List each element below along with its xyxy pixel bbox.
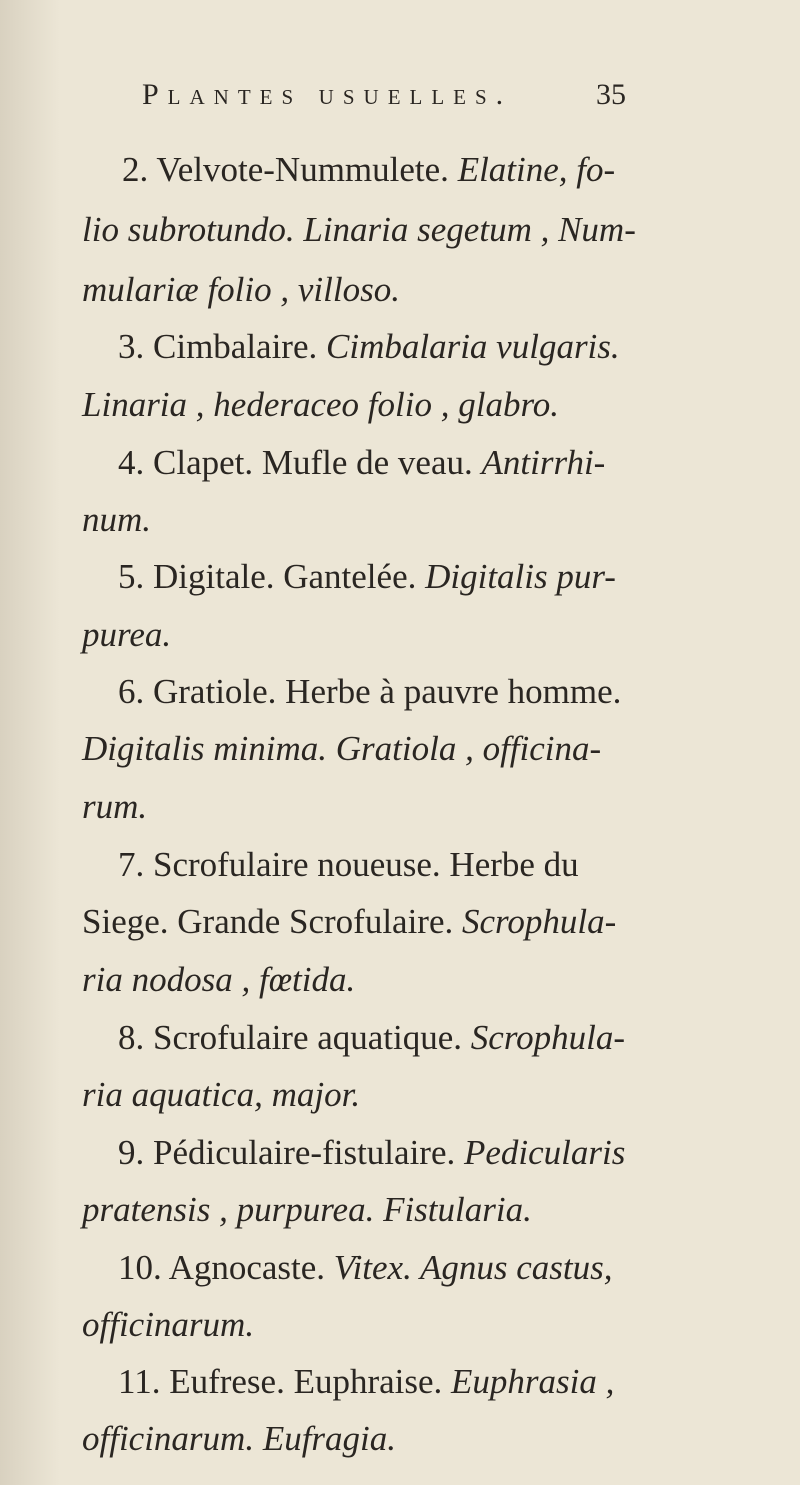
- text-italic: Pedicularis: [463, 1133, 626, 1172]
- text-italic: Cimbalaria vulgaris.: [326, 327, 620, 366]
- text-roman: Siege. Grande Scrofulaire.: [82, 902, 462, 941]
- text-line: [82, 724, 601, 774]
- text-line: [118, 1128, 625, 1178]
- text-roman: 4. Clapet. Mufle de veau.: [118, 443, 482, 482]
- text-roman: 2. Velvote-Nummulete.: [122, 150, 458, 189]
- text-italic: officinarum.: [82, 1305, 255, 1344]
- text-line: [118, 322, 620, 372]
- text-line: [82, 265, 400, 315]
- text-italic: Digitalis minima. Gratiola , officina-: [82, 729, 602, 768]
- text-roman: 9. Pédiculaire-fistulaire.: [118, 1133, 464, 1172]
- text-italic: pratensis , purpurea. Fistularia.: [82, 1190, 532, 1229]
- text-roman: 6. Gratiole. Herbe à pauvre homme.: [118, 672, 622, 711]
- running-header: [0, 78, 800, 128]
- text-italic: mulariæ folio , villoso.: [82, 270, 400, 309]
- text-italic: rum.: [82, 787, 148, 826]
- text-line: [82, 782, 147, 832]
- text-italic: purea.: [82, 615, 172, 654]
- text-italic: ria aquatica, major.: [82, 1075, 361, 1114]
- text-italic: Linaria , hederaceo folio , glabro.: [82, 385, 560, 424]
- text-line: [122, 145, 615, 195]
- text-roman: 8. Scrofulaire aquatique.: [118, 1018, 471, 1057]
- text-line: [118, 438, 605, 488]
- text-italic: Vitex. Agnus castus,: [333, 1248, 613, 1287]
- text-italic: ria nodosa , fœtida.: [82, 960, 356, 999]
- page-number: 35: [596, 78, 626, 111]
- text-line: [82, 1185, 532, 1235]
- text-line: [118, 552, 616, 602]
- text-italic: Scrophula-: [470, 1018, 626, 1057]
- text-roman: 5. Digitale. Gantelée.: [118, 557, 426, 596]
- text-italic: num.: [82, 500, 152, 539]
- text-line: [82, 1070, 360, 1120]
- text-roman: 11. Eufrese. Euphraise.: [118, 1362, 452, 1401]
- text-italic: officinarum. Eufragia.: [82, 1419, 397, 1458]
- text-italic: Antirrhi-: [481, 443, 606, 482]
- text-line: [82, 897, 616, 947]
- text-line: [82, 1300, 254, 1350]
- text-line: [82, 610, 171, 660]
- text-line: [118, 1243, 612, 1293]
- text-line: [118, 667, 621, 717]
- text-italic: Elatine, fo-: [457, 150, 616, 189]
- text-roman: 10. Agnocaste.: [118, 1248, 334, 1287]
- text-line: [82, 955, 355, 1005]
- text-italic: lio subrotundo. Linaria segetum , Num-: [82, 210, 636, 249]
- text-line: [82, 495, 151, 545]
- text-line: [118, 840, 579, 890]
- text-italic: Scrophula-: [462, 902, 617, 941]
- text-line: [118, 1357, 614, 1407]
- text-italic: Digitalis pur-: [425, 557, 616, 596]
- header-title: Plantes usuelles.: [142, 78, 513, 111]
- text-line: [82, 380, 559, 430]
- text-line: [82, 205, 636, 255]
- text-roman: 3. Cimbalaire.: [118, 327, 327, 366]
- text-roman: 7. Scrofulaire noueuse. Herbe du: [118, 845, 579, 884]
- text-italic: Euphrasia ,: [451, 1362, 615, 1401]
- text-line: [118, 1013, 625, 1063]
- text-line: [82, 1414, 396, 1464]
